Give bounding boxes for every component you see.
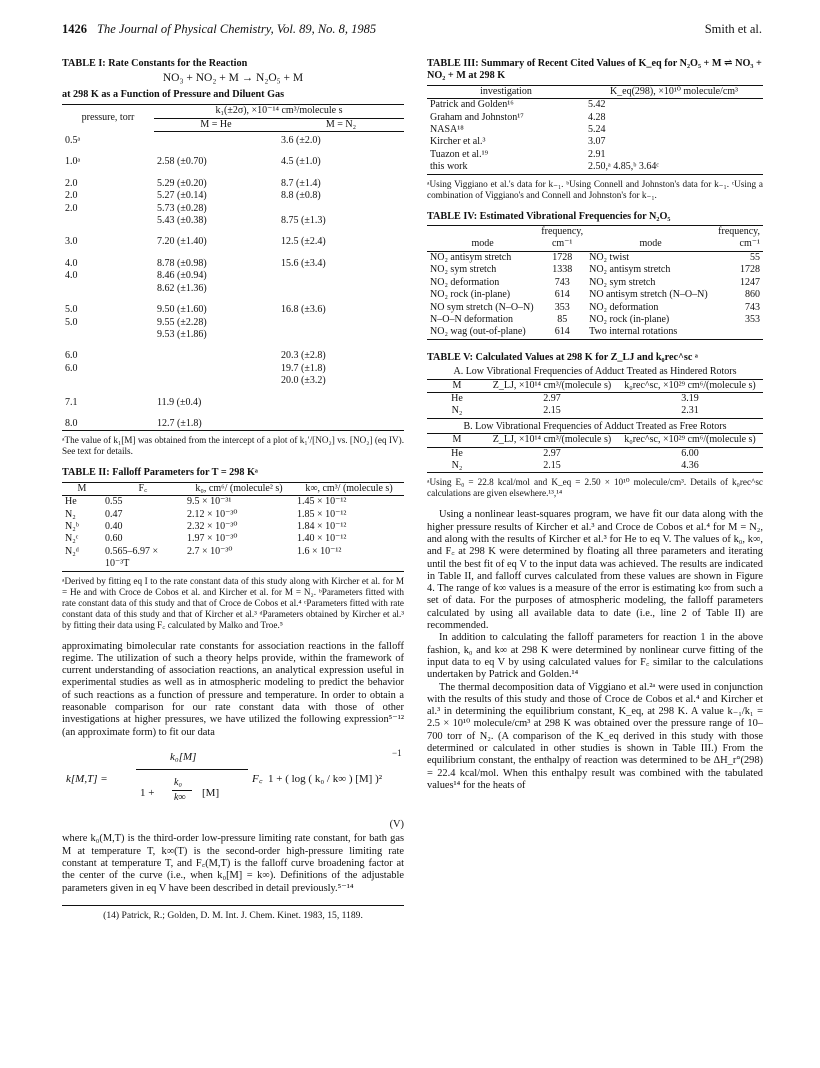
table1-cell: 12.7 (±1.8) xyxy=(154,418,278,431)
table2-cell: 1.40 × 10⁻¹² xyxy=(297,533,347,545)
table1-cell xyxy=(62,329,154,350)
table2-cell: 1.84 × 10⁻¹² xyxy=(297,520,347,532)
table4-row xyxy=(427,302,763,314)
table1-cell xyxy=(278,329,404,350)
table4-cell: 1247 xyxy=(740,276,760,288)
table1-cell: 8.0 xyxy=(62,418,154,431)
table1-cell: 5.43 (±0.38) xyxy=(157,215,207,227)
header-left xyxy=(62,22,376,37)
table1-row xyxy=(62,215,404,236)
table4-cell: 614 xyxy=(554,289,570,301)
table5a-cell: He xyxy=(451,392,463,404)
table4-cell xyxy=(715,326,763,339)
table1-cell xyxy=(154,132,278,157)
table5a-header-m: M xyxy=(427,379,487,392)
table4 xyxy=(427,225,763,340)
eq-fraction-line xyxy=(136,769,248,770)
table3-header-investigation: investigation xyxy=(427,85,585,98)
table4-cell: NO₂ deformation xyxy=(430,276,500,288)
table1-cell: 20.3 (±2.8) xyxy=(281,350,326,362)
table5-footnote: ᵃUsing E₀ = 22.8 kcal/mol and K_eq = 2.50 × 10¹⁰ molecule/cm³. Details of k₀rec^sc calculations are given elsewhere.¹³,¹⁴ xyxy=(427,477,763,499)
table3-title: TABLE III: Summary of Recent Cited Values of K_eq for N₂O₅ + M ⇌ NO₃ + NO₂ + M at 298 K xyxy=(427,58,762,82)
table1-cell xyxy=(278,418,404,431)
table1-header-n2: M = N₂ xyxy=(278,118,404,131)
table1-header-he: M = He xyxy=(154,118,278,131)
table1-cell: 8.62 (±1.36) xyxy=(157,282,207,294)
reference-14: (14) Patrick, R.; Golden, D. M. Int. J. Chem. Kinet. 1983, 15, 1189. xyxy=(62,905,404,922)
table1-row xyxy=(62,132,404,157)
table2-cell: 9.5 × 10⁻³¹ xyxy=(187,496,232,508)
table3-cell: 5.24 xyxy=(588,124,606,136)
table3-row xyxy=(427,112,763,124)
table4-cell: NO₂ sym stretch xyxy=(430,264,497,276)
table4-cell: NO₂ antisym stretch xyxy=(430,251,512,263)
table1-footnote: ᵃThe value of k₁[M] was obtained from the intercept of a plot of k₁′/[NO₂] vs. [NO₂] (eq IV). See text for details. xyxy=(62,435,404,457)
table1-cell xyxy=(154,363,278,375)
table5b-header-k: k₀rec^sc, ×10²⁹ cm⁶/(molecule s) xyxy=(617,434,763,447)
table5a-cell: 3.19 xyxy=(681,392,699,404)
eq-inner-line xyxy=(172,790,192,791)
table1-cell: 8.8 (±0.8) xyxy=(281,190,321,202)
table1-cell: 5.0 xyxy=(65,316,78,328)
table2-header-kinf: k∞, cm³/ (molecule s) xyxy=(294,482,404,495)
table1-cell: 5.73 (±0.28) xyxy=(157,202,207,214)
table4-cell: N–O–N deformation xyxy=(430,313,514,325)
right-column xyxy=(427,58,763,792)
table1-cell: 8.46 (±0.94) xyxy=(157,270,207,282)
table2-cell: N₂ᵇ xyxy=(65,520,79,532)
table5b-cell: 4.36 xyxy=(617,460,763,473)
table2-footnote: ᵃDerived by fitting eq I to the rate constant data of this study along with Kircher et al. for M = He and with Croce de Cobos et al. and Kircher et al. for M = N₂. ᵇParameters fitted with rate constant data of this study and that of Croce de Cobos et al.⁴ ᶜParameters fitted with rate constant data of this study and that of Kircher et al.³ ᵈParameters obtained by Kircher et al.³ by fitting their data using F꜀ calculated by Malko and Troe.⁵ xyxy=(62,575,404,630)
table3-row xyxy=(427,99,763,112)
table1-row xyxy=(62,418,404,431)
table3-cell: Tuazon et al.¹⁹ xyxy=(430,148,489,160)
table2-cell: 1.45 × 10⁻¹² xyxy=(297,496,347,508)
table5a-cell: 2.15 xyxy=(487,405,617,418)
table1-cell: 1.0ᵃ xyxy=(65,156,81,168)
table3-cell: 2.50,ᵃ 4.85,ᵇ 3.64ᶜ xyxy=(585,161,763,174)
table1-subtitle: at 298 K as a Function of Pressure and Diluent Gas xyxy=(62,88,285,100)
table4-cell: NO₂ twist xyxy=(589,251,629,263)
table4-cell: 1728 xyxy=(552,251,573,263)
table1-cell: 20.0 (±3.2) xyxy=(281,375,326,387)
table4-cell: 614 xyxy=(538,326,586,339)
table3-cell: Patrick and Golden¹⁶ xyxy=(430,99,514,111)
table1-row xyxy=(62,178,404,190)
table4-cell: 860 xyxy=(745,289,760,301)
table4-cell: 743 xyxy=(745,301,760,313)
table5b-cell: 2.97 xyxy=(543,447,561,459)
page-number: 1426 xyxy=(62,22,87,36)
table2-row xyxy=(62,521,404,533)
table1-row xyxy=(62,304,404,316)
table5b-header-m: M xyxy=(427,434,487,447)
table1-cell: 6.0 xyxy=(65,362,78,374)
table1-cell: 4.5 (±1.0) xyxy=(281,156,321,168)
table1-cell: 5.0 xyxy=(65,304,78,316)
table5a-header-k: k₀rec^sc, ×10²⁹ cm⁶/(molecule s) xyxy=(617,379,763,392)
table1-cell: 12.5 (±2.4) xyxy=(281,236,326,248)
table3-cell: this work xyxy=(427,161,585,174)
table5a-header-z: Z_LJ, ×10¹⁴ cm³/(molecule s) xyxy=(487,379,617,392)
eq-brace-term: 1 + ( log ( k₀ / k∞ ) [M] )² xyxy=(268,772,383,785)
table4-cell: NO sym stretch (N–O–N) xyxy=(430,301,534,313)
table1-cell xyxy=(62,375,154,396)
table2-row xyxy=(62,546,404,571)
table1-cell xyxy=(278,270,404,282)
table5-title: TABLE V: Calculated Values at 298 K for Z_LJ and k₀rec^sc ᵃ xyxy=(427,351,698,363)
table3-cell: Graham and Johnston¹⁷ xyxy=(430,111,524,123)
table2-header-fc: F꜀ xyxy=(102,482,184,495)
table5b-cell: 6.00 xyxy=(681,447,699,459)
table4-cell: NO antisym stretch (N–O–N) xyxy=(589,289,708,301)
table1-row xyxy=(62,156,404,177)
table1-cell xyxy=(278,283,404,304)
table1-cell: 2.0 xyxy=(65,202,78,214)
table1-row xyxy=(62,283,404,304)
table4-cell: 1728 xyxy=(740,264,760,276)
table1-row xyxy=(62,317,404,329)
table1-cell: 9.55 (±2.28) xyxy=(157,316,207,328)
table2-cell: 0.60 xyxy=(105,533,123,545)
table1-cell xyxy=(62,283,154,304)
eq-inner-k0: k₀ xyxy=(174,776,182,788)
table1-row xyxy=(62,350,404,362)
table4-header-freq-2: frequency, cm⁻¹ xyxy=(715,226,763,252)
table3-footnote: ᵃUsing Viggiano et al.'s data for k₋₁. ᵇUsing Connell and Johnston's data for k₋₁. ᶜUsing a combination of Viggiano's and Connell and Johnston's for k₋₁. xyxy=(427,178,763,200)
page-header xyxy=(62,22,762,42)
table4-cell: 85 xyxy=(557,313,568,325)
table1-cell: 3.0 xyxy=(65,236,78,248)
table3-cell: 5.42 xyxy=(588,99,606,111)
table1-cell: 5.27 (±0.14) xyxy=(157,190,207,202)
table4-cell: NO₂ rock (in-plane) xyxy=(430,289,511,301)
table1-cell xyxy=(62,215,154,236)
table4-cell: NO₂ antisym stretch xyxy=(589,264,671,276)
table1-cell: 9.50 (±1.60) xyxy=(157,304,207,316)
table4-row xyxy=(427,326,763,339)
table1-row xyxy=(62,363,404,375)
table5-section-a: A. Low Vibrational Frequencies of Adduct Treated as Hindered Rotors xyxy=(453,366,737,378)
table4-row xyxy=(427,264,763,276)
table4-header-mode-2: mode xyxy=(586,226,715,252)
table4-header-freq-1: frequency, cm⁻¹ xyxy=(538,226,586,252)
table2-cell: N₂ xyxy=(65,508,76,520)
table1-cell: 8.78 (±0.98) xyxy=(157,257,207,269)
left-column xyxy=(62,58,404,922)
table2-cell: 0.565–6.97 × 10⁻³T xyxy=(102,546,184,571)
table1-cell: 11.9 (±0.4) xyxy=(157,396,202,408)
table4-title: TABLE IV: Estimated Vibrational Frequencies for N₂O₅ xyxy=(427,210,671,222)
table1-row xyxy=(62,375,404,396)
table4-cell: NO₂ sym stretch xyxy=(589,276,656,288)
table2-header-m: M xyxy=(62,482,102,495)
left-paragraph-2: where k₀(M,T) is the third-order low-pressure limiting rate constant, for bath gas M at temperature T, k∞(T) is the second-order high-pressure limiting rate constant at temperature T, and F꜀(M,T) is the falloff curve broadening factor at the center of the curve (i.e., when k₀[M] = k∞). Definitions of the adjustable parameters given in eq V have been described in detail previously.⁵⁻¹⁴ xyxy=(62,833,404,894)
table2-header-k0: k₀, cm⁶/ (molecule² s) xyxy=(184,482,294,495)
table5a-cell: 2.97 xyxy=(543,392,561,404)
table5b-cell: N₂ xyxy=(427,460,487,473)
table2 xyxy=(62,482,404,572)
journal-name: The Journal of Physical Chemistry, Vol. 89, No. 8, 1985 xyxy=(97,22,377,36)
table1-cell: 15.6 (±3.4) xyxy=(281,257,326,269)
table4-row xyxy=(427,314,763,326)
table4-cell: NO₂ deformation xyxy=(589,301,659,313)
table1-cell: 9.53 (±1.86) xyxy=(157,328,207,340)
table3-cell: 2.91 xyxy=(588,148,606,160)
eq-one-plus: 1 + xyxy=(140,786,155,799)
table2-cell: 0.40 xyxy=(105,520,123,532)
table1-cell xyxy=(154,375,278,396)
table2-cell: 0.47 xyxy=(105,508,123,520)
right-paragraph-2: In addition to calculating the falloff parameters for reaction 1 in the above fashion, k₀ and k∞ at 298 K were determined by nonlinear curve fitting of the input data to eq V by using calculated values for F꜀ similar to the calculations undertaken by Patrick and Golden.¹⁴ xyxy=(427,632,763,681)
table2-cell: 2.12 × 10⁻³⁰ xyxy=(187,508,238,520)
table3-cell: NASA¹⁸ xyxy=(430,124,464,136)
table3-row xyxy=(427,161,763,174)
table5b-row xyxy=(427,460,763,473)
table5a-cell: N₂ xyxy=(427,405,487,418)
table4-cell: 353 xyxy=(745,313,760,325)
eq-label: (V) xyxy=(389,818,404,830)
table1-cell: 4.0 xyxy=(65,270,78,282)
header-authors: Smith et al. xyxy=(704,22,762,36)
table1-cell: 19.7 (±1.8) xyxy=(281,362,326,374)
table1 xyxy=(62,104,404,431)
table1-cell: 2.58 (±0.70) xyxy=(157,156,207,168)
table1-cell: 6.0 xyxy=(65,350,78,362)
table4-cell: 55 xyxy=(750,251,760,263)
eq-inner-kinf: k∞ xyxy=(174,791,186,803)
table5b-header-z: Z_LJ, ×10¹⁴ cm³/(molecule s) xyxy=(487,434,617,447)
table1-row xyxy=(62,190,404,202)
table1-reaction: NO₃ + NO₂ + M → N₂O₅ + M xyxy=(162,72,304,85)
table1-cell: 0.5ᵃ xyxy=(65,134,81,146)
eq-fc: F꜀ xyxy=(252,772,263,785)
table3-cell: Kircher et al.³ xyxy=(430,136,486,148)
table1-row xyxy=(62,236,404,257)
table1-cell: 16.8 (±3.6) xyxy=(281,304,326,316)
table5b-cell: 2.15 xyxy=(487,460,617,473)
table1-row xyxy=(62,258,404,270)
table1-cell: 2.0 xyxy=(65,190,78,202)
table4-row xyxy=(427,277,763,289)
equation-v xyxy=(62,745,404,815)
table1-cell: 4.0 xyxy=(65,257,78,269)
table1-cell xyxy=(278,397,404,418)
table2-row xyxy=(62,496,404,509)
table1-header-pressure: pressure, torr xyxy=(62,105,154,132)
eq-m: [M] xyxy=(202,786,220,799)
table5-section-b: B. Low Vibrational Frequencies of Adduct Treated as Free Rotors xyxy=(463,420,727,432)
table2-cell: 0.55 xyxy=(105,496,123,508)
table2-row xyxy=(62,533,404,545)
table1-cell: 5.29 (±0.20) xyxy=(157,177,207,189)
table2-cell: He xyxy=(65,496,77,508)
table4-header-mode-1: mode xyxy=(427,226,538,252)
table3-header-keq: K_eq(298), ×10¹⁰ molecule/cm³ xyxy=(585,85,763,98)
table1-cell: 3.6 (±2.0) xyxy=(281,135,321,147)
table4-cell: 1338 xyxy=(552,264,573,276)
table1-cell: 8.7 (±1.4) xyxy=(281,177,321,189)
table3-row xyxy=(427,149,763,161)
table1-row xyxy=(62,270,404,282)
table1-cell: 8.75 (±1.3) xyxy=(281,215,326,227)
table2-row xyxy=(62,509,404,521)
table1-cell: 2.0 xyxy=(65,177,78,189)
table2-cell: 2.7 × 10⁻³⁰ xyxy=(184,546,294,571)
table1-header-k: k₁(±2σ), ×10⁻¹⁴ cm³/molecule s xyxy=(154,105,404,118)
table2-cell: N₂ᵈ xyxy=(62,546,102,571)
table3-cell: 3.07 xyxy=(588,136,606,148)
table4-cell: 743 xyxy=(554,276,570,288)
table2-cell: 1.85 × 10⁻¹² xyxy=(297,508,347,520)
table1-cell xyxy=(154,350,278,362)
eq-lhs: k[M,T] = xyxy=(66,772,108,785)
right-paragraph-3: The thermal decomposition data of Viggiano et al.²ᵃ were used in conjunction with the results of this study and those of Croce de Cobos et al.⁴ and Kircher et al.³ in determining the equilibrium constant, K_eq, at 298 K. A value k₋₁/k₁ = 2.5 × 10¹⁰ molecule/cm³ at 298 K was obtained over the pressure range of 10–700 torr of N₂. (A comparison of the K_eq derived in this study with those determined or calculated in other studies is shown in Table III.) From the equilibrium constant, the enthalpy of reaction was determined to be ΔH_r°(298) = 22.4 kcal/mol. When this enthalpy result was combined with the tabulated values¹⁴ for the heats of xyxy=(427,681,763,791)
right-paragraph-1: Using a nonlinear least-squares program, we have fit our data along with the higher pressure results of Kircher et al.³ and Croce de Cobos et al.⁴ for M = N₂, and along with the results of Kircher et al.³ for He to eq V. The values of k₀, k∞, and F꜀ at 298 K were determined by floating all three parameters and iterating until the best fit of eq V to the input data was achieved. The results are indicated in Table II, and falloff curves calculated from these values are shown in Figure 4. The range of k∞ values is a measure of the error is estimating k∞ from such a set of data. For the purposes of atmospheric modeling, the falloff parameters calculated by using all available data to date (i.e., line 2 of Table II) are recommended. xyxy=(427,509,763,632)
table5a-cell: 2.31 xyxy=(617,405,763,418)
table4-cell: Two internal rotations xyxy=(586,326,715,339)
eq-exponent: −1 xyxy=(392,747,402,758)
table1-cell xyxy=(278,203,404,215)
table2-cell: 2.32 × 10⁻³⁰ xyxy=(187,520,238,532)
table1-row xyxy=(62,397,404,418)
table3 xyxy=(427,85,763,175)
table5a-row xyxy=(427,392,763,405)
table4-row xyxy=(427,251,763,264)
table1-cell xyxy=(278,317,404,329)
table5b-cell: He xyxy=(451,447,463,459)
table4-cell: NO₂ wag (out-of-plane) xyxy=(427,326,538,339)
table5b xyxy=(427,433,763,473)
table3-cell: 4.28 xyxy=(588,111,606,123)
table5b-row xyxy=(427,447,763,460)
eq-numerator: k₀[M] xyxy=(170,750,197,763)
table2-cell: 1.6 × 10⁻¹² xyxy=(294,546,404,571)
table5a-row xyxy=(427,405,763,418)
table5a xyxy=(427,379,763,419)
table4-row xyxy=(427,289,763,301)
table2-cell: N₂ᶜ xyxy=(65,533,79,545)
table2-title: TABLE II: Falloff Parameters for T = 298 Kᵃ xyxy=(62,467,258,479)
table3-row xyxy=(427,124,763,136)
table4-cell: 353 xyxy=(554,301,570,313)
table1-row xyxy=(62,203,404,215)
table2-cell: 1.97 × 10⁻³⁰ xyxy=(187,533,238,545)
table4-cell: NO₂ rock (in-plane) xyxy=(589,313,670,325)
table1-row xyxy=(62,329,404,350)
table1-cell: 7.20 (±1.40) xyxy=(157,236,207,248)
table1-title-block xyxy=(62,58,404,101)
table1-title: TABLE I: Rate Constants for the Reaction xyxy=(62,58,248,69)
left-paragraph-1: approximating bimolecular rate constants for association reactions in the falloff regime. The utilization of such a theory helps provide, within the framework of current understanding of association reactions, an analytical expression useful in experimental studies as well as in atmospheric modeling to predict the behavior of such reactions as a function of pressure and temperature. In order to obtain a reasonable comparison for our rate constant data with those of other investigations at higher pressures, we have utilized the following expression⁵⁻¹² (an approximate form) to fit our data xyxy=(62,640,404,738)
table1-cell: 7.1 xyxy=(65,396,78,408)
table3-row xyxy=(427,136,763,148)
